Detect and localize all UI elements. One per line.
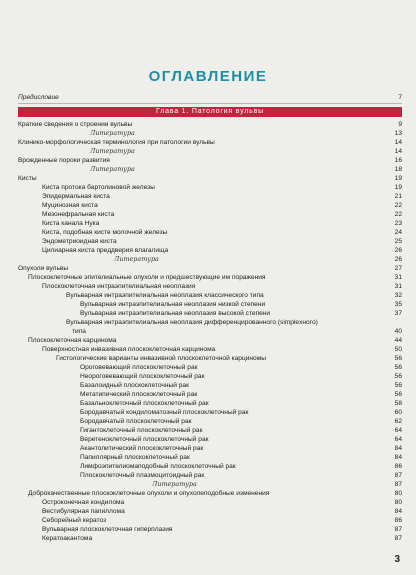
toc-entry	[18, 120, 402, 129]
toc-entry-title: Эпидермальная киста	[42, 193, 110, 200]
toc-literature-row	[18, 255, 402, 264]
toc-entry-title: Плоскоклеточный плазмоцитоидный рак	[80, 472, 205, 479]
toc-page-number: 62	[394, 418, 402, 425]
toc-entry	[18, 156, 402, 165]
toc-page-number: 14	[394, 148, 402, 155]
toc-literature-row	[18, 147, 402, 156]
toc-entry-title: Базалоидный плоскоклеточный рак	[80, 382, 189, 389]
toc-entry-title: Плоскоклеточная карцинома	[28, 337, 117, 344]
toc-page-number: 84	[394, 445, 402, 452]
toc-page-number: 80	[394, 499, 402, 506]
toc-entry	[18, 417, 402, 426]
toc-entry	[18, 399, 402, 408]
toc-literature-row	[18, 165, 402, 174]
toc-entry	[18, 471, 402, 480]
toc-page-number: 84	[394, 454, 402, 461]
toc-page-number: 56	[394, 364, 402, 371]
toc-page-number: 22	[394, 202, 402, 209]
toc-entry	[18, 318, 402, 327]
page-number: 3	[394, 554, 400, 565]
toc-entry	[18, 381, 402, 390]
toc-entry-title: Бородавчатый плоскоклеточный рак	[80, 418, 192, 425]
toc-page-number: 23	[394, 220, 402, 227]
toc-page-number: 40	[394, 328, 402, 335]
toc-entry-title: Вульварная интраэпителиальная неоплазия низкой степени	[80, 301, 266, 308]
toc-entry	[18, 300, 402, 309]
toc-page-number: 18	[394, 166, 402, 173]
literature-label: Литература	[90, 147, 135, 155]
toc-entry-title: Гигантоклеточный плоскоклеточный рак	[80, 427, 203, 434]
toc-entry-title: Цилиарная киста преддверия влагалища	[42, 247, 169, 254]
toc-page-number: 26	[394, 247, 402, 254]
toc-page-number: 32	[394, 292, 402, 299]
toc-literature-row	[18, 480, 402, 489]
toc-page-number: 35	[394, 301, 402, 308]
toc-page-number: 64	[394, 436, 402, 443]
toc-page-number: 44	[394, 337, 402, 344]
toc-entry	[18, 336, 402, 345]
toc-entry	[18, 345, 402, 354]
toc-page-number: 87	[394, 526, 402, 533]
page-title: ОГЛАВЛЕНИЕ	[148, 68, 268, 85]
toc-entry	[18, 228, 402, 237]
toc-page-number: 58	[394, 400, 402, 407]
toc-page-number: 21	[394, 193, 402, 200]
toc-entry	[18, 282, 402, 291]
toc-entry	[18, 354, 402, 363]
toc-entry	[18, 219, 402, 228]
literature-label: Литература	[114, 255, 159, 263]
toc-page-number: 84	[394, 508, 402, 515]
toc-entry-title: Предисловие	[18, 94, 59, 101]
toc-entry-title: Веретеноклеточный плоскоклеточный рак	[80, 436, 209, 443]
toc-entry	[18, 426, 402, 435]
toc-entry	[18, 516, 402, 525]
literature-label: Литература	[90, 129, 135, 137]
toc-entry-title: Муцинозная киста	[42, 202, 98, 209]
toc-entry-title: типа	[72, 328, 86, 335]
header-rule	[18, 103, 402, 104]
toc-entry-title: Клинико-морфологическая терминология при патологии вульвы	[18, 139, 215, 146]
toc-page-number: 25	[394, 238, 402, 245]
toc-entry-title: Вульварная плоскоклеточная гиперплазия	[42, 526, 173, 533]
chapter-heading-bar: Глава 1. Патология вульвы	[18, 107, 402, 117]
toc-entry-title: Вульварная интраэпителиальная неоплазия дифференцированного (simplexного)	[66, 319, 318, 326]
toc-entry	[18, 462, 402, 471]
toc-entry	[18, 489, 402, 498]
toc-page-number: 19	[394, 184, 402, 191]
toc-entry	[18, 264, 402, 273]
toc-entry-title: Опухоли вульвы	[18, 265, 69, 272]
toc-page-number: 7	[398, 94, 402, 101]
toc-page-number: 86	[394, 463, 402, 470]
toc-entry-title: Поверхностная инвазивная плоскоклеточная карцинома	[42, 346, 216, 353]
toc-entry-title: Доброкачественные плоскоклеточные опухоли и опухолеподобные изменения	[28, 490, 270, 497]
toc-entry	[18, 534, 402, 543]
toc-page-number: 16	[394, 157, 402, 164]
toc-entry-title: Плоскоклеточные эпителиальные опухоли и предшествующие им поражения	[28, 274, 266, 281]
toc-entry	[18, 138, 402, 147]
toc-entry	[18, 390, 402, 399]
literature-label: Литература	[90, 165, 135, 173]
toc-entry-title: Неороговевающий плоскоклеточный рак	[80, 373, 205, 380]
toc-entry-title: Эндометриоидная киста	[42, 238, 117, 245]
toc-page-number: 22	[394, 211, 402, 218]
toc-page-number: 56	[394, 355, 402, 362]
toc-entry-title: Краткие сведения о строении вульвы	[18, 121, 133, 128]
toc-entry	[18, 201, 402, 210]
toc-page-number: 87	[394, 535, 402, 542]
toc-page-number: 19	[394, 175, 402, 182]
literature-label: Литература	[152, 480, 197, 488]
toc-entry-title: Папиллярный плоскоклеточный рак	[80, 454, 190, 461]
toc-page-number: 24	[394, 229, 402, 236]
toc-entry-title: Акантолитический плоскоклеточный рак	[80, 445, 204, 452]
toc-page-number: 13	[394, 130, 402, 137]
toc-entry	[18, 453, 402, 462]
toc-entry-title: Гистологические варианты инвазивной плоскоклеточной карциномы	[56, 355, 266, 362]
toc-page-number: 50	[394, 346, 402, 353]
toc-entry	[18, 327, 402, 336]
toc-entry	[18, 273, 402, 282]
toc-page-number: 26	[394, 256, 402, 263]
toc-entry	[18, 498, 402, 507]
toc-entry-title: Вульварная интраэпителиальная неоплазия классического типа	[66, 292, 264, 299]
toc-page-number: 87	[394, 481, 402, 488]
toc-entry	[18, 525, 402, 534]
toc-entry	[18, 210, 402, 219]
toc-entry	[18, 435, 402, 444]
toc-entry-title: Бородавчатый кондиломатозный плоскоклеточный рак	[80, 409, 249, 416]
toc-entry	[18, 408, 402, 417]
toc-page-number: 31	[394, 274, 402, 281]
toc-entry	[18, 309, 402, 318]
toc-entry	[18, 93, 402, 102]
toc-page-number: 80	[394, 490, 402, 497]
toc-page-number: 27	[394, 265, 402, 272]
toc-page-number: 56	[394, 373, 402, 380]
toc-entry-title: Плоскоклеточная интраэпителиальная неоплазия	[42, 283, 196, 290]
toc-page-number: 87	[394, 472, 402, 479]
toc-entry	[18, 237, 402, 246]
toc-page-number: 37	[394, 310, 402, 317]
toc-entry	[18, 444, 402, 453]
toc-entry	[18, 183, 402, 192]
toc-page-number: 31	[394, 283, 402, 290]
toc-entry-title: Кератоакантома	[42, 535, 93, 542]
toc-entry-title: Лимфоэпителиомаподобный плоскоклеточный рак	[80, 463, 236, 470]
toc-entry-title: Киста протока бартолиновой железы	[42, 184, 155, 191]
toc-entry-title: Остроконечная кондилома	[42, 499, 125, 506]
toc-entry	[18, 372, 402, 381]
toc-entry	[18, 192, 402, 201]
toc-literature-row	[18, 129, 402, 138]
toc-entry-title: Кисты	[18, 175, 37, 182]
toc-entry-title: Базальноклеточный плоскоклеточный рак	[80, 400, 209, 407]
toc-entry-title: Метатипический плоскоклеточный рак	[80, 391, 198, 398]
toc-entry	[18, 507, 402, 516]
toc-entry-title: Вестибулярная папиллома	[42, 508, 125, 515]
toc-page-number: 60	[394, 409, 402, 416]
toc-entry-title: Себорейный кератоз	[42, 517, 107, 524]
toc-page-number: 64	[394, 427, 402, 434]
toc-page-number: 9	[398, 121, 402, 128]
toc-entry-title: Киста, подобная кисте молочной железы	[42, 229, 168, 236]
toc-entry	[18, 174, 402, 183]
toc-entry-title: Врожденные пороки развития	[18, 157, 110, 164]
toc-entry	[18, 246, 402, 255]
toc-page-number: 14	[394, 139, 402, 146]
toc-entry-title: Киста канала Нука	[42, 220, 100, 227]
toc-entry	[18, 363, 402, 372]
toc-entry-title: Ороговевающий плоскоклеточный рак	[80, 364, 198, 371]
toc-entry	[18, 291, 402, 300]
toc-entry-title: Вульварная интраэпителиальная неоплазия высокой степени	[80, 310, 271, 317]
toc-page-number: 86	[394, 517, 402, 524]
toc-page-number: 56	[394, 382, 402, 389]
toc-entry-title: Мезонефральная киста	[42, 211, 115, 218]
toc-page-number: 56	[394, 391, 402, 398]
